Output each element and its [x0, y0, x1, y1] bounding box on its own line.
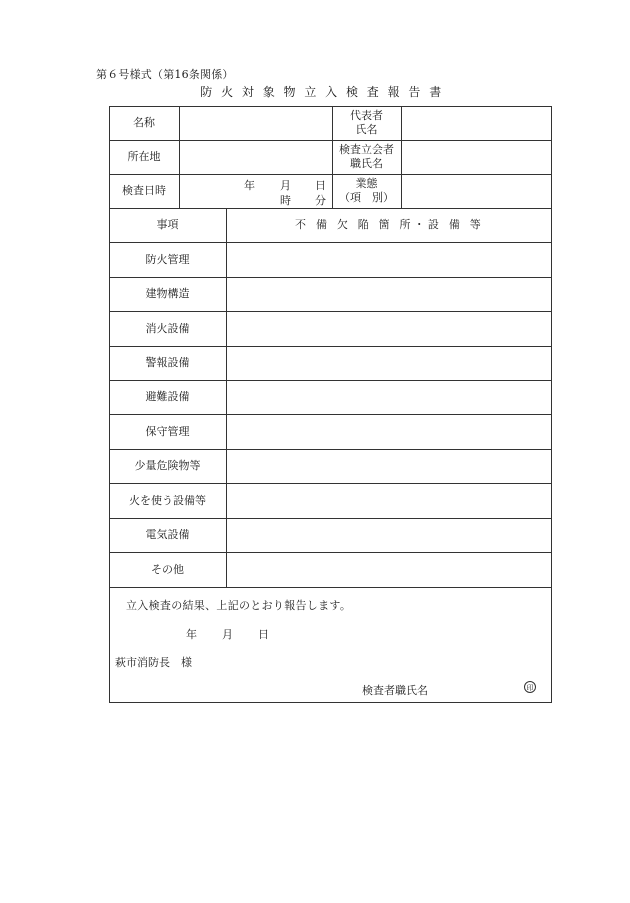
date-year-unit: 年 [244, 179, 255, 192]
item-electrical-equipment: 電気設備 [145, 528, 190, 542]
address-field[interactable] [180, 140, 332, 174]
defects-field[interactable] [227, 242, 552, 277]
inspection-date-field[interactable] [180, 174, 332, 208]
defects-field[interactable] [227, 414, 552, 449]
witness-label-line1: 検査立会者 [339, 143, 394, 157]
date-day-unit: 日 [315, 179, 326, 192]
defects-column-header: 不 備 欠 陥 箇 所・設 備 等 [295, 218, 484, 232]
inspection-date-label: 検査日時 [122, 184, 166, 198]
witness-field[interactable] [402, 140, 552, 174]
defects-field[interactable] [227, 380, 552, 414]
row-divider [109, 587, 552, 588]
name-field[interactable] [180, 106, 332, 140]
representative-label-line2: 氏名 [355, 123, 378, 136]
defects-field[interactable] [227, 311, 552, 346]
defects-field[interactable] [227, 483, 552, 518]
defects-field[interactable] [227, 277, 552, 311]
business-type-label-line1: 業態 [355, 177, 378, 191]
business-type-field[interactable] [402, 174, 552, 208]
report-date-day: 日 [258, 628, 269, 641]
addressee: 萩市消防長 様 [115, 656, 192, 669]
representative-field[interactable] [402, 106, 552, 140]
item-alarm-equipment: 警報設備 [145, 356, 190, 370]
time-hour-unit: 時 [280, 194, 291, 207]
item-small-hazardous-materials: 少量危険物等 [134, 459, 201, 473]
defects-field[interactable] [227, 449, 552, 483]
representative-label [332, 106, 401, 140]
item-column-header: 事項 [156, 218, 179, 232]
form-number: 第６号様式（第16条関係） [96, 68, 234, 81]
date-month-unit: 月 [280, 179, 291, 192]
time-minute-unit: 分 [315, 194, 326, 207]
item-building-structure: 建物構造 [145, 287, 190, 301]
page-title: 防 火 対 象 物 立 入 検 査 報 告 書 [200, 85, 444, 99]
inspector-label: 検査者職氏名 [362, 684, 428, 697]
report-date-month: 月 [222, 628, 233, 641]
report-date-year: 年 [186, 628, 197, 641]
witness-label-line2: 職氏名 [350, 157, 383, 170]
business-type-label-line2: （項 別） [339, 191, 394, 204]
business-type-label [332, 174, 401, 208]
item-maintenance-management: 保守管理 [145, 424, 190, 438]
report-statement: 立入検査の結果、上記のとおり報告します。 [126, 599, 352, 612]
defects-field[interactable] [227, 346, 552, 380]
witness-label [332, 140, 401, 174]
seal-mark-icon: 印 [524, 681, 536, 693]
item-evacuation-equipment: 避難設備 [145, 390, 190, 404]
defects-field[interactable] [227, 518, 552, 552]
item-fire-extinguishing-equipment: 消火設備 [145, 321, 190, 335]
name-label: 名称 [133, 116, 155, 130]
item-fire-prevention-management: 防火管理 [145, 252, 190, 266]
defects-field[interactable] [227, 552, 552, 587]
item-other: その他 [151, 562, 184, 576]
item-fire-using-equipment: 火を使う設備等 [129, 493, 206, 507]
representative-label-line1: 代表者 [350, 109, 383, 123]
address-label: 所在地 [127, 150, 161, 164]
